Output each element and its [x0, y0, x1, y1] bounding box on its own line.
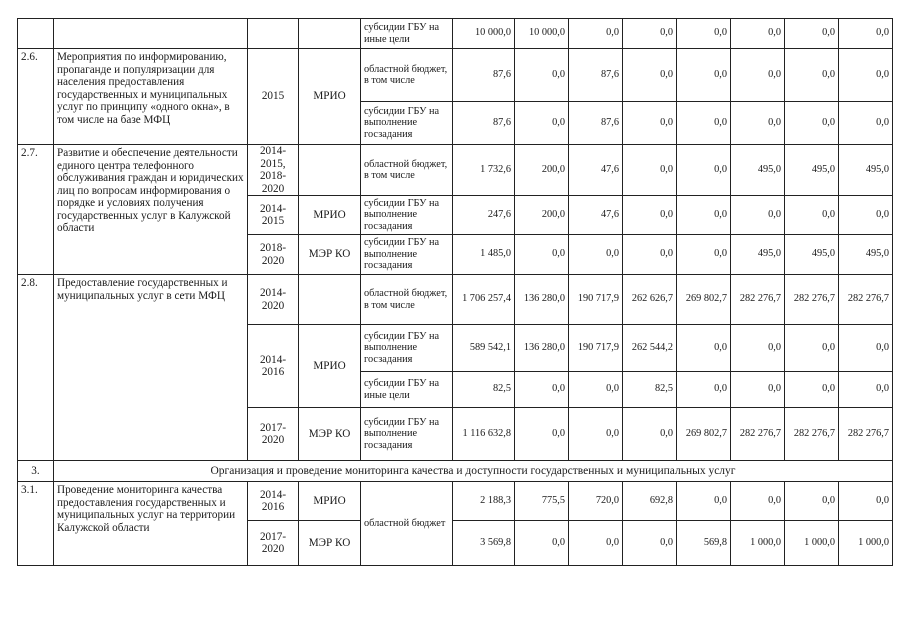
value-2016: 0,0 [623, 102, 677, 145]
value-2015: 0,0 [569, 521, 623, 566]
value-2016: 0,0 [623, 19, 677, 49]
name-cell [54, 19, 248, 49]
value-2016: 0,0 [623, 521, 677, 566]
item-code: 2.7. [18, 145, 54, 275]
item-code: 2.6. [18, 49, 54, 145]
value-2015: 190 717,9 [569, 275, 623, 325]
value-2020: 0,0 [839, 372, 893, 408]
value-2014: 0,0 [515, 102, 569, 145]
year-cell: 2015 [248, 49, 299, 145]
value-2020: 0,0 [839, 49, 893, 102]
org-cell: МРИО [299, 325, 361, 408]
item-name: Проведение мониторинга качества предоставления государственных и муниципальных услуг на территории Калужской области [54, 482, 248, 566]
value-2017: 0,0 [677, 372, 731, 408]
value-2014: 0,0 [515, 49, 569, 102]
year-cell: 2017-2020 [248, 408, 299, 461]
value-2016: 0,0 [623, 408, 677, 461]
section-code: 3. [18, 461, 54, 482]
source-cell: субсидии ГБУ на выполнение госзадания [361, 196, 453, 235]
value-2017: 569,8 [677, 521, 731, 566]
section-row [18, 461, 893, 482]
value-2017: 0,0 [677, 482, 731, 521]
value-2019: 0,0 [785, 372, 839, 408]
value-2015: 0,0 [569, 235, 623, 275]
value-2019: 0,0 [785, 49, 839, 102]
org-cell: МРИО [299, 196, 361, 235]
value-2016: 0,0 [623, 196, 677, 235]
value-2017: 0,0 [677, 196, 731, 235]
value-total: 1 706 257,4 [453, 275, 515, 325]
table-row [18, 275, 893, 325]
value-2019: 495,0 [785, 145, 839, 196]
org-cell [299, 19, 361, 49]
value-2018: 0,0 [731, 482, 785, 521]
value-2014: 775,5 [515, 482, 569, 521]
source-cell: областной бюджет, в том числе [361, 275, 453, 325]
org-cell: МРИО [299, 49, 361, 145]
value-2018: 0,0 [731, 325, 785, 372]
value-2019: 0,0 [785, 325, 839, 372]
source-cell: субсидии ГБУ на выполнение госзадания [361, 235, 453, 275]
value-2014: 200,0 [515, 145, 569, 196]
value-2020: 0,0 [839, 102, 893, 145]
org-cell: МЭР КО [299, 235, 361, 275]
value-2017: 269 802,7 [677, 408, 731, 461]
value-2020: 282 276,7 [839, 408, 893, 461]
value-total: 87,6 [453, 102, 515, 145]
value-2014: 10 000,0 [515, 19, 569, 49]
table-row [18, 49, 893, 102]
value-total: 10 000,0 [453, 19, 515, 49]
value-total: 3 569,8 [453, 521, 515, 566]
source-cell: областной бюджет [361, 482, 453, 566]
value-2019: 0,0 [785, 196, 839, 235]
source-cell: областной бюджет, в том числе [361, 145, 453, 196]
value-2014: 0,0 [515, 521, 569, 566]
org-cell [299, 145, 361, 196]
table-row [18, 19, 893, 49]
value-2020: 0,0 [839, 482, 893, 521]
source-cell: субсидии ГБУ на выполнение госзадания [361, 325, 453, 372]
value-2019: 282 276,7 [785, 275, 839, 325]
year-cell: 2017-2020 [248, 521, 299, 566]
year-cell: 2014-2015 [248, 196, 299, 235]
value-2020: 0,0 [839, 325, 893, 372]
value-2018: 282 276,7 [731, 408, 785, 461]
source-cell: субсидии ГБУ на иные цели [361, 372, 453, 408]
value-2018: 282 276,7 [731, 275, 785, 325]
org-cell [299, 275, 361, 325]
item-code: 2.8. [18, 275, 54, 461]
value-2020: 0,0 [839, 19, 893, 49]
value-2016: 0,0 [623, 145, 677, 196]
value-2018: 0,0 [731, 49, 785, 102]
value-total: 87,6 [453, 49, 515, 102]
code-cell [18, 19, 54, 49]
year-cell: 2018-2020 [248, 235, 299, 275]
value-2015: 720,0 [569, 482, 623, 521]
value-2019: 495,0 [785, 235, 839, 275]
value-2016: 692,8 [623, 482, 677, 521]
value-2017: 0,0 [677, 145, 731, 196]
value-2018: 0,0 [731, 196, 785, 235]
item-name: Развитие и обеспечение деятельности единого центра телефонного обслуживания граждан и юридических лиц по вопросам информирования о порядке и условиях получения государственных услуг в Калужской области [54, 145, 248, 275]
value-2019: 1 000,0 [785, 521, 839, 566]
item-code: 3.1. [18, 482, 54, 566]
value-2018: 0,0 [731, 19, 785, 49]
value-2020: 282 276,7 [839, 275, 893, 325]
value-2018: 495,0 [731, 145, 785, 196]
value-2015: 87,6 [569, 49, 623, 102]
value-2018: 495,0 [731, 235, 785, 275]
source-cell: субсидии ГБУ на выполнение госзадания [361, 102, 453, 145]
budget-table [17, 18, 893, 566]
value-2015: 190 717,9 [569, 325, 623, 372]
source-cell: субсидии ГБУ на иные цели [361, 19, 453, 49]
org-cell: МЭР КО [299, 408, 361, 461]
value-2020: 495,0 [839, 235, 893, 275]
value-2014: 200,0 [515, 196, 569, 235]
value-2015: 47,6 [569, 196, 623, 235]
value-total: 589 542,1 [453, 325, 515, 372]
value-2017: 269 802,7 [677, 275, 731, 325]
value-2016: 0,0 [623, 235, 677, 275]
value-2018: 0,0 [731, 372, 785, 408]
value-total: 247,6 [453, 196, 515, 235]
value-total: 82,5 [453, 372, 515, 408]
value-2014: 136 280,0 [515, 325, 569, 372]
section-title: Организация и проведение мониторинга качества и доступности государственных и муниципальных услуг [54, 461, 893, 482]
value-2019: 0,0 [785, 482, 839, 521]
value-2014: 0,0 [515, 235, 569, 275]
value-2017: 0,0 [677, 235, 731, 275]
value-total: 1 485,0 [453, 235, 515, 275]
value-2016: 262 544,2 [623, 325, 677, 372]
year-cell: 2014-2020 [248, 275, 299, 325]
value-2019: 282 276,7 [785, 408, 839, 461]
value-2017: 0,0 [677, 49, 731, 102]
value-total: 2 188,3 [453, 482, 515, 521]
source-cell: субсидии ГБУ на выполнение госзадания [361, 408, 453, 461]
year-cell [248, 19, 299, 49]
value-2015: 47,6 [569, 145, 623, 196]
value-2014: 0,0 [515, 372, 569, 408]
value-total: 1 116 632,8 [453, 408, 515, 461]
value-2018: 0,0 [731, 102, 785, 145]
value-2015: 0,0 [569, 408, 623, 461]
item-name: Мероприятия по информированию, пропаганде и популяризации для населения предоставления государственных и муниципальных услуг по принципу «одного окна», в том числе на базе МФЦ [54, 49, 248, 145]
value-2020: 495,0 [839, 145, 893, 196]
value-2016: 0,0 [623, 49, 677, 102]
value-2015: 87,6 [569, 102, 623, 145]
value-2019: 0,0 [785, 19, 839, 49]
value-total: 1 732,6 [453, 145, 515, 196]
org-cell: МРИО [299, 482, 361, 521]
value-2014: 136 280,0 [515, 275, 569, 325]
value-2017: 0,0 [677, 19, 731, 49]
table-row [18, 482, 893, 521]
value-2020: 0,0 [839, 196, 893, 235]
year-cell: 2014-2015, 2018-2020 [248, 145, 299, 196]
value-2015: 0,0 [569, 372, 623, 408]
value-2017: 0,0 [677, 325, 731, 372]
year-cell: 2014-2016 [248, 482, 299, 521]
value-2020: 1 000,0 [839, 521, 893, 566]
item-name: Предоставление государственных и муниципальных услуг в сети МФЦ [54, 275, 248, 461]
org-cell: МЭР КО [299, 521, 361, 566]
value-2016: 262 626,7 [623, 275, 677, 325]
value-2015: 0,0 [569, 19, 623, 49]
source-cell: областной бюджет, в том числе [361, 49, 453, 102]
year-cell: 2014-2016 [248, 325, 299, 408]
table-row [18, 145, 893, 196]
value-2014: 0,0 [515, 408, 569, 461]
value-2018: 1 000,0 [731, 521, 785, 566]
value-2017: 0,0 [677, 102, 731, 145]
value-2019: 0,0 [785, 102, 839, 145]
value-2016: 82,5 [623, 372, 677, 408]
